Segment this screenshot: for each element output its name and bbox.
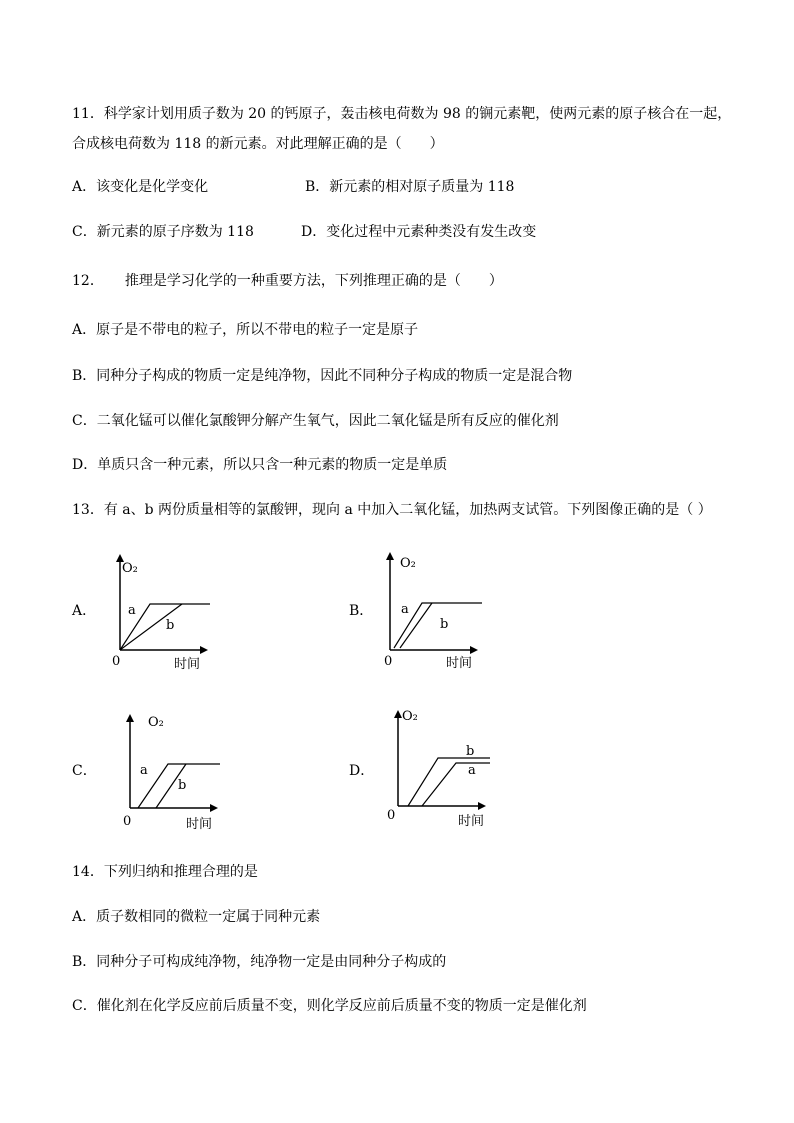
graph-c-label-b: b bbox=[178, 778, 187, 793]
graph-d-line-a bbox=[422, 763, 490, 806]
q14-option-c: C．催化剂在化学反应前后质量不变，则化学反应前后质量不变的物质一定是催化剂 bbox=[72, 998, 587, 1014]
graph-c-origin: 0 bbox=[123, 814, 132, 829]
q11-option-a: A．该变化是化学变化 bbox=[72, 179, 209, 195]
graph-d bbox=[378, 706, 538, 846]
graph-a bbox=[100, 552, 260, 692]
graph-b-xlabel: 时间 bbox=[446, 656, 473, 671]
q13-option-a-label: A． bbox=[72, 603, 97, 619]
q11-stem-line1: 11．科学家计划用质子数为 20 的钙原子，轰击核电荷数为 98 的锎元素靶，使两元素的原子核合在一起， bbox=[72, 106, 732, 122]
q11-option-d: D．变化过程中元素种类没有发生改变 bbox=[301, 224, 537, 240]
graph-d-line-b bbox=[408, 758, 490, 806]
q12-option-a: A．原子是不带电的粒子，所以不带电的粒子一定是原子 bbox=[72, 322, 419, 338]
q14-stem: 14．下列归纳和推理合理的是 bbox=[72, 864, 258, 880]
q14-option-a: A．质子数相同的微粒一定属于同种元素 bbox=[72, 909, 321, 925]
graph-a-xlabel: 时间 bbox=[174, 657, 201, 672]
q12-option-c: C．二氧化锰可以催化氯酸钾分解产生氧气，因此二氧化锰是所有反应的催化剂 bbox=[72, 413, 559, 429]
q14-option-b: B．同种分子可构成纯净物，纯净物一定是由同种分子构成的 bbox=[72, 954, 447, 970]
graph-c-ylabel: O₂ bbox=[148, 715, 164, 730]
q11-option-c: C．新元素的原子序数为 118 bbox=[72, 224, 254, 240]
q13-option-d-label: D． bbox=[349, 763, 375, 779]
graph-a-origin: 0 bbox=[112, 654, 121, 669]
graph-c bbox=[110, 710, 270, 850]
graph-c-x-arrow bbox=[210, 804, 218, 812]
graph-d-xlabel: 时间 bbox=[458, 814, 485, 829]
graph-d-x-arrow bbox=[478, 802, 486, 810]
graph-b-label-a: a bbox=[401, 602, 409, 617]
graph-d-origin: 0 bbox=[387, 808, 396, 823]
graph-b-x-arrow bbox=[470, 646, 478, 654]
graph-d-label-b: b bbox=[466, 744, 475, 759]
graph-b-ylabel: O₂ bbox=[400, 556, 416, 571]
q11-stem-line2: 合成核电荷数为 118 的新元素。对此理解正确的是（ ） bbox=[72, 136, 444, 152]
q11-option-b: B．新元素的相对原子质量为 118 bbox=[305, 179, 515, 195]
graph-c-y-arrow bbox=[126, 714, 134, 722]
graph-a-svg bbox=[100, 552, 260, 682]
graph-c-svg bbox=[110, 710, 270, 840]
q12-option-b: B．同种分子构成的物质一定是纯净物，因此不同种分子构成的物质一定是混合物 bbox=[72, 368, 573, 384]
q13-option-b-label: B． bbox=[349, 603, 374, 619]
graph-d-ylabel: O₂ bbox=[402, 709, 418, 724]
q13-stem: 13．有 a、b 两份质量相等的氯酸钾，现向 a 中加入二氧化锰，加热两支试管。下列图像正确的是（ ） bbox=[72, 502, 712, 518]
graph-b-label-b: b bbox=[440, 617, 449, 632]
graph-d-svg bbox=[378, 706, 538, 836]
graph-c-xlabel: 时间 bbox=[186, 817, 213, 832]
graph-b-y-arrow bbox=[386, 552, 394, 560]
q13-option-c-label: C． bbox=[72, 763, 97, 779]
graph-b bbox=[372, 550, 532, 690]
graph-a-ylabel: O₂ bbox=[122, 561, 138, 576]
graph-b-origin: 0 bbox=[384, 654, 393, 669]
graph-c-label-a: a bbox=[140, 763, 148, 778]
q12-stem: 12． 推理是学习化学的一种重要方法，下列推理正确的是（ ） bbox=[72, 273, 503, 289]
graph-d-y-arrow bbox=[394, 710, 402, 718]
graph-a-label-a: a bbox=[128, 603, 136, 618]
graph-b-svg bbox=[372, 550, 532, 680]
graph-d-label-a: a bbox=[468, 763, 476, 778]
graph-a-x-arrow bbox=[200, 646, 208, 654]
q12-option-d: D．单质只含一种元素，所以只含一种元素的物质一定是单质 bbox=[72, 457, 448, 473]
graph-a-label-b: b bbox=[166, 618, 175, 633]
